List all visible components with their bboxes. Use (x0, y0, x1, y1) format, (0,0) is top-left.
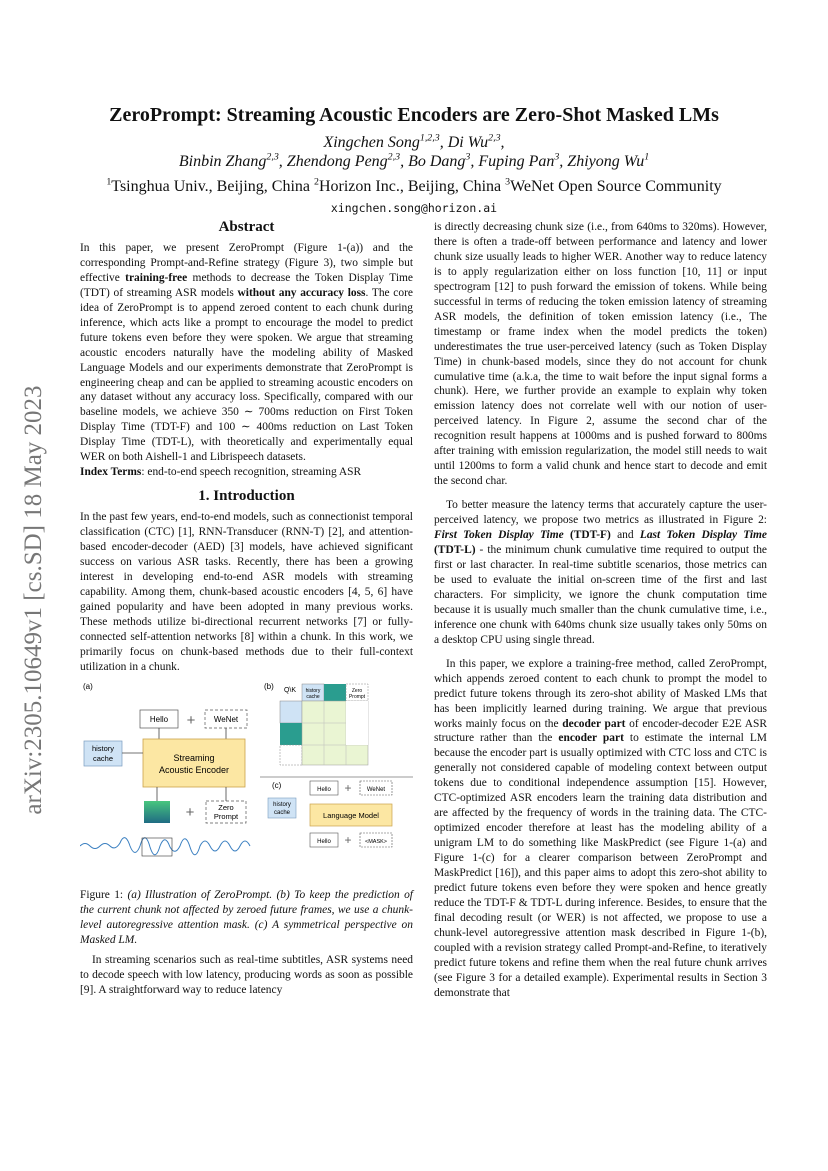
svg-text:history: history (273, 801, 291, 808)
svg-text:history: history (91, 743, 115, 753)
figure-1 (80, 681, 413, 888)
author-email: xingchen.song@horizon.ai (330, 201, 498, 215)
intro-heading: 1. Introduction (198, 488, 295, 505)
encoder-line-1: Streaming (173, 752, 215, 763)
attention-mask-grid (280, 684, 368, 765)
wenet-text: WeNet (213, 714, 239, 724)
left-column (80, 220, 413, 998)
svg-text:Zero: Zero (351, 687, 363, 694)
right-paragraph-1: is directly decreasing chunk size (i.e., from 640ms to 320ms). However, there is often a trade-off between performance and latency and lower chunk size usually leads to higher WER. Another way to reduce latency is to apply regularization either on loss function [10, 11] or input spectrogram [12] to push forward the emission of tokens. While being successful in terms of reducing the token emission latency of streaming ASR models, the definition of token emission latency (i.e., The timestamp or frame index when the model predicts the token) underestimates the true user-perceived latency (such as Token Display Time) in chunk-based models, since they do not account for chunk cumulative time (a.k.a, the time to wait before the input signal forms a chunk). Here, we further provide an example to explain why token emission latency does not correlate well with our notion of user-perceived latency. In Figure 2, assume the second char of the recognition result happens at 1000ms and is pushed forward to 800ms after training with emission regularization, the model still needs to wait until 1200ms to form a valid chunk and hence start to decode and emit the second char. (434, 221, 767, 488)
svg-text:Prompt: Prompt (213, 811, 239, 821)
svg-text:cache: cache (92, 753, 114, 763)
encoder-line-2: Acoustic Encoder (158, 764, 230, 775)
panel-c-label: (c) (272, 780, 282, 790)
figure-1-caption: Figure 1: (a) Illustration of ZeroPrompt. (b) To keep the prediction of the current chunk not affected by zeroed future frames, we use a chunk-level autoregressive attention mask. (c) A symmetrical perspective on Masked LM. (80, 888, 413, 946)
right-paragraph-2: To better measure the latency terms that accurately capture the user-perceived latency, we propose two metrics as illustrated in Figure 2: First Token Display Time (TDT-F) and Last Token Display Time (TDT-L) - the minimum chunk cumulative time required to output the first or last character. In real-time subtitle scenarios, those metrics can be used to evaluate the initial on-screen time of the first and last characters. For simplicity, we ignore the chunk computation time because it is usually much smaller than the chunk cumulative time, i.e., inference one chunk with 640ms chunk size usually takes only 50ms on a desktop CPU using single thread. (434, 499, 767, 646)
arxiv-sidebar (8, 330, 60, 870)
svg-text:Language Model: Language Model (323, 810, 379, 820)
right-paragraph-3: In this paper, we explore a training-free method, called ZeroPrompt, which appends zeroed content to each chunk to prompt the model to predict future tokens through its zero-shot ability of Masked LMs that has been implicitly learned during training. We argue that previous works mainly focus on the decoder part of encoder-decoder E2E ASR structure rather than the encoder part to estimate the internal LM because the encoder part is usually optimized with CTC loss and CTC is generally not considered capable of modeling context between output tokens due to conditional independence assumption [15]. However, CTC-optimized ASR encoders learn the training data distribution and are affected by the frequency of words in the training data. The CTC-optimized encoder therefore at least has the modeling ability of a unigram LM to do something like MaskPredict (see Figure 1-(a) and Figure 1-(c) for a clearer comparison between ZeroPrompt and MaskPredict [16]), and this paper aims to adopt this zero-shot ability to predict future tokens even before they were spoken and hence greatly reduce the TDT-F & TDT-L during inference. Besides, to ensure that the final decoding result (or WER) is not affected, we propose to use a chunk-level autoregressive attention mask described in Figure 1-(b), coupled with a revision strategy called Prompt-and-Refine, to iteratively predict future tokens and refine them when the real future chunk arrives (see Figure 3 for a detailed example). Experimental results in Section 3 demonstrate that (434, 657, 767, 999)
figure-1-diagram (80, 681, 413, 888)
svg-text:cache: cache (273, 809, 291, 816)
svg-text:WeNet: WeNet (366, 786, 386, 793)
svg-text:+: + (344, 780, 352, 795)
intro-paragraph-1: In the past few years, end-to-end models, such as connectionist temporal classification (CTC) [1], RNN-Transducer (RNN-T) [2], and attention-based encoder-decoder (AED) [3] models, have achieved significant success on various ASR tasks. Recently, there has been a growing interest in developing end-to-end ASR models with streaming capability. Among them, chunk-based acoustic encoders [4, 5, 6] have gained popularity and have been adopted in many previous works. These methods utilize bi-directional recurrent networks [7] or fully-connected self-attention networks [8] within a chunk. In this work, we primarily focus on chunk-based methods due to their full-context utilization in a chunk. (80, 511, 413, 673)
svg-text:Zero: Zero (218, 802, 234, 812)
svg-text:+: + (185, 803, 195, 821)
author-line-2: Binbin Zhang$^{2,3}$, Zhendong Peng$^{2,3}$, Bo Dang$^3$, Fuping Pan$^3$, Zhiyong Wu$^1$ (178, 151, 650, 170)
svg-text:<MASK>: <MASK> (364, 838, 388, 845)
paper-title: ZeroPrompt: Streaming Acoustic Encoders are Zero-Shot Masked LMs (109, 104, 719, 126)
index-terms: Index Terms: end-to-end speech recognition, streaming ASR (80, 466, 362, 479)
intro-paragraph-2: In streaming scenarios such as real-time subtitles, ASR systems need to decode speech with low latency, producing words as soon as possible [9]. A straightforward way to reduce latency (80, 954, 413, 997)
abstract-text: In this paper, we present ZeroPrompt (Figure 1-(a)) and the corresponding Prompt-and-Refine strategy (Figure 3), two simple but effective training-free methods to decrease the Token Display Time (TDT) of streaming ASR models without any accuracy loss. The core idea of ZeroPrompt is to append zeroed content to each chunk during inference, which acts like a prompt to encourage the model to predict future tokens even before they were spoken. We argue that streaming acoustic encoders naturally have the modeling ability of Masked Language Models and our experiments demonstrate that ZeroPrompt is engineering cheap and can be applied to streaming acoustic encoders on any dataset without any accuracy loss. Specifically, compared with our baseline models, we achieve 350 ∼ 700ms reduction on First Token Display Time (TDT-F) and 100 ∼ 400ms reduction on Last Token Display Time (TDT-L), with theoretically and experimentally equal WER on both Aishell-1 and Librispeech datasets. (80, 241, 414, 464)
svg-text:+: + (344, 832, 352, 847)
svg-text:Hello: Hello (317, 838, 331, 845)
encoder-box (143, 739, 245, 787)
plus-icon: + (186, 711, 196, 729)
abstract-heading: Abstract (218, 219, 275, 235)
waveform (80, 837, 250, 854)
affiliations: $^1$Tsinghua Univ., Beijing, China $^2$Horizon Inc., Beijing, China $^3$WeNet Open Source Community (106, 176, 722, 195)
hello-text: Hello (149, 714, 169, 724)
arxiv-identifier: arXiv:2305.10649v1 [cs.SD] 18 May 2023 (20, 385, 47, 815)
svg-text:cache: cache (306, 693, 320, 700)
svg-text:history: history (305, 687, 321, 694)
panel-b-label: (b) (264, 681, 274, 691)
right-column (434, 220, 767, 1001)
svg-text:Hello: Hello (317, 786, 331, 793)
panel-a-label: (a) (83, 681, 93, 691)
author-line-1: Xingchen Song$^{1,2,3}$, Di Wu$^{2,3}$, (323, 132, 505, 151)
qk-label: Q\K (283, 686, 297, 694)
author-list (60, 133, 768, 171)
svg-text:Prompt: Prompt (348, 693, 366, 700)
